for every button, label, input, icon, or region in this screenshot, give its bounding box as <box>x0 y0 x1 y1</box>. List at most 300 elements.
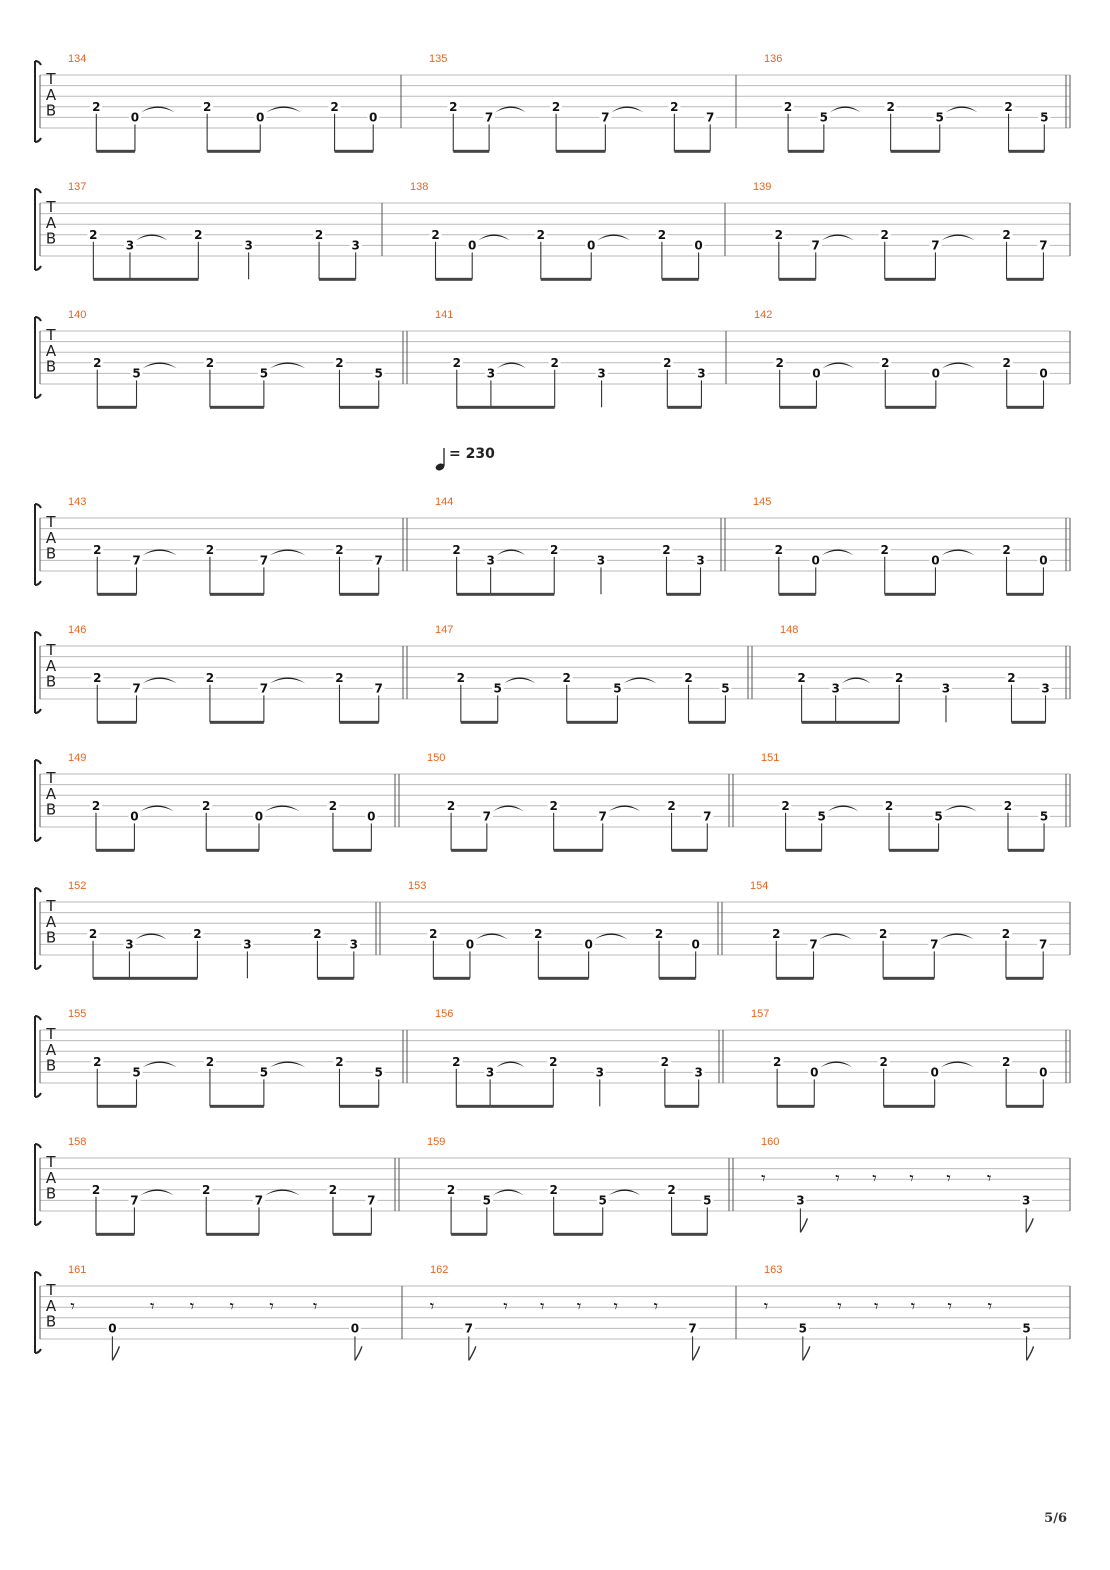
note <box>451 356 463 408</box>
beam <box>456 1105 490 1108</box>
measure-number: 163 <box>764 1264 783 1276</box>
note <box>204 671 216 723</box>
tie-arc <box>945 805 977 811</box>
note <box>1001 543 1013 595</box>
beam <box>885 278 936 281</box>
fret-number: 5 <box>1022 1321 1031 1336</box>
tie-arc <box>135 933 166 939</box>
note <box>659 1055 671 1107</box>
beam <box>1009 150 1045 153</box>
fret-number: 2 <box>452 355 461 370</box>
tab-clef-letter: B <box>45 1184 57 1203</box>
note <box>773 228 785 280</box>
measure-149 <box>68 752 399 852</box>
fret-number: 2 <box>452 542 461 557</box>
fret-number: 5 <box>721 681 730 696</box>
fret-number: 2 <box>654 926 664 941</box>
eighth-rest-icon: 𝄾 <box>269 1297 274 1318</box>
beam <box>802 721 836 724</box>
measure-number: 139 <box>753 181 772 193</box>
note <box>373 1065 385 1106</box>
beam <box>689 721 726 724</box>
fret-number: 3 <box>595 1065 604 1080</box>
fret-number: 7 <box>598 809 607 824</box>
fret-number: 2 <box>335 542 344 557</box>
fret-number: 2 <box>89 227 98 242</box>
tab-clef-letter: A <box>45 85 57 104</box>
fret-number: 0 <box>1039 1065 1048 1080</box>
fret-number: 2 <box>314 227 324 242</box>
measure-number: 137 <box>68 181 87 193</box>
fret-number: 0 <box>584 937 593 952</box>
note <box>253 1193 265 1234</box>
tie-arc <box>143 549 177 555</box>
eighth-flag <box>1027 1346 1034 1360</box>
measure-140 <box>68 309 407 409</box>
fret-number: 0 <box>350 1321 360 1336</box>
tie-arc <box>820 933 852 939</box>
fret-number: 0 <box>468 238 477 253</box>
note <box>373 681 385 722</box>
eighth-rest-icon: 𝄾 <box>835 1169 840 1190</box>
measure-number: 144 <box>435 496 454 508</box>
note <box>879 356 891 408</box>
beam <box>436 278 473 281</box>
note <box>258 1065 270 1106</box>
fret-number: 2 <box>446 798 456 813</box>
fret-number: 3 <box>694 1065 703 1080</box>
systems-layer <box>35 53 1070 1360</box>
fret-number: 2 <box>783 99 793 114</box>
beam <box>665 1105 699 1108</box>
measure-148 <box>780 624 1070 724</box>
note <box>656 228 668 280</box>
fret-number: 0 <box>930 1065 939 1080</box>
note <box>561 671 573 723</box>
note <box>796 671 808 723</box>
tab-clef-letter: B <box>45 928 57 947</box>
eighth-rest-icon: 𝄾 <box>909 1169 914 1190</box>
note <box>668 100 680 152</box>
beam <box>554 1233 603 1236</box>
note <box>367 110 379 151</box>
beam <box>96 150 135 153</box>
beam <box>885 593 936 596</box>
fret-number: 2 <box>684 670 693 685</box>
tab-clef-letter: A <box>45 341 57 360</box>
note <box>447 100 459 152</box>
fret-number: 2 <box>328 798 338 813</box>
fret-number: 5 <box>259 366 269 381</box>
note <box>466 238 478 279</box>
fret-number: 5 <box>374 366 383 381</box>
note <box>1037 553 1049 594</box>
beam <box>457 406 491 409</box>
note <box>808 1065 820 1106</box>
note <box>201 100 213 152</box>
fret-number: 5 <box>598 1193 607 1208</box>
note <box>258 681 270 722</box>
measure-153 <box>408 880 722 980</box>
note <box>693 1065 705 1106</box>
fret-number: 2 <box>1001 1054 1011 1069</box>
note <box>1001 356 1013 408</box>
fret-number: 3 <box>351 238 360 253</box>
fret-number: 3 <box>597 366 606 381</box>
note <box>204 356 216 408</box>
fret-number: 2 <box>881 355 890 370</box>
tab-clef-letter: A <box>45 1168 57 1187</box>
fret-number: 2 <box>205 542 215 557</box>
note <box>241 937 253 978</box>
measure-141 <box>435 309 726 409</box>
note <box>87 228 99 280</box>
tab-clef-letter: A <box>45 912 57 931</box>
measure-152 <box>68 880 380 980</box>
beam <box>433 977 470 980</box>
beam <box>451 1233 487 1236</box>
note <box>128 1193 140 1234</box>
beam <box>97 593 136 596</box>
note <box>90 799 102 851</box>
fret-number: 2 <box>774 227 783 242</box>
beam <box>1006 1105 1043 1108</box>
fret-number: 2 <box>667 1182 676 1197</box>
fret-number: 5 <box>1039 809 1049 824</box>
beam <box>206 849 259 852</box>
beam <box>335 150 374 153</box>
note <box>934 110 946 151</box>
note <box>481 1193 493 1234</box>
note <box>583 937 595 978</box>
tab-system <box>35 1264 1070 1360</box>
note <box>701 1193 713 1234</box>
fret-number: 2 <box>446 1182 456 1197</box>
note <box>532 927 544 979</box>
fret-number: 2 <box>880 227 889 242</box>
tab-system <box>35 880 1070 980</box>
note <box>333 356 345 408</box>
fret-number: 5 <box>935 110 944 125</box>
beam <box>776 977 813 980</box>
eighth-rest-icon: 𝄾 <box>763 1297 769 1318</box>
measure-number: 138 <box>410 181 429 193</box>
note <box>327 1183 339 1235</box>
fret-number: 2 <box>330 99 339 114</box>
tab-clef-letter: T <box>46 769 56 787</box>
fret-number: 0 <box>130 809 139 824</box>
fret-number: 2 <box>662 542 671 557</box>
beam <box>666 593 700 596</box>
tie-arc <box>270 677 306 683</box>
measure-161 <box>68 1264 402 1360</box>
measure-number: 155 <box>68 1008 87 1020</box>
note <box>131 366 143 407</box>
note <box>653 927 665 979</box>
measure-number: 148 <box>780 624 799 636</box>
measure-number: 145 <box>753 496 772 508</box>
fret-number: 2 <box>772 1054 782 1069</box>
tab-clef-letter: B <box>45 672 57 691</box>
note <box>810 553 822 594</box>
tab-system <box>35 1136 1070 1236</box>
note <box>599 110 611 151</box>
tab-clef-letter: B <box>45 1056 57 1075</box>
fret-number: 2 <box>657 227 667 242</box>
beam <box>667 406 701 409</box>
eighth-rest-icon: 𝄾 <box>653 1297 659 1318</box>
fret-number: 0 <box>256 110 265 125</box>
note <box>830 681 842 722</box>
fret-number: 2 <box>1007 670 1016 685</box>
beam <box>780 406 817 409</box>
fret-number: 0 <box>367 809 376 824</box>
beam <box>210 1105 264 1108</box>
measure-163 <box>764 1264 1070 1360</box>
fret-number: 7 <box>809 937 818 952</box>
note <box>90 1183 102 1235</box>
fret-number: 7 <box>132 553 141 568</box>
note <box>1021 1321 1034 1360</box>
fret-number: 0 <box>1039 553 1048 568</box>
measure-160 <box>761 1136 1070 1232</box>
beam <box>457 593 491 596</box>
beam <box>786 849 822 852</box>
fret-number: 7 <box>484 110 494 125</box>
beam <box>207 150 260 153</box>
note <box>123 937 135 978</box>
fret-number: 2 <box>193 926 202 941</box>
fret-number: 2 <box>880 542 889 557</box>
measure-number: 146 <box>68 624 87 636</box>
note <box>106 1321 119 1360</box>
fret-number: 2 <box>205 355 215 370</box>
fret-number: 3 <box>596 553 606 568</box>
eighth-flag <box>693 1346 700 1360</box>
beam <box>93 278 130 281</box>
beam <box>451 849 487 852</box>
tab-clef-letter: A <box>45 213 57 232</box>
fret-number: 5 <box>703 1193 712 1208</box>
measure-136 <box>764 53 1070 153</box>
fret-number: 2 <box>670 99 679 114</box>
note <box>333 543 345 595</box>
beam <box>130 278 198 281</box>
tab-clef-letter: B <box>45 357 57 376</box>
tie-arc <box>940 933 973 939</box>
fret-number: 0 <box>694 238 703 253</box>
fret-number: 2 <box>878 926 888 941</box>
fret-number: 2 <box>88 926 98 941</box>
note <box>311 927 323 979</box>
fret-number: 5 <box>613 681 622 696</box>
note <box>450 1055 462 1107</box>
beam <box>1007 406 1044 409</box>
beam <box>891 150 940 153</box>
tab-system <box>35 496 1070 596</box>
tab-system <box>35 309 1070 409</box>
measure-146 <box>68 624 407 724</box>
note <box>258 553 270 594</box>
beam <box>317 977 353 980</box>
fret-number: 2 <box>92 99 101 114</box>
note <box>1000 1055 1012 1107</box>
measure-137 <box>68 181 382 281</box>
tie-arc <box>822 549 854 555</box>
measure-number: 160 <box>761 1136 780 1148</box>
eighth-rest-icon: 𝄾 <box>837 1297 842 1318</box>
fret-number: 2 <box>205 1054 215 1069</box>
note <box>485 366 497 407</box>
fret-number: 2 <box>93 542 102 557</box>
note <box>258 366 270 407</box>
note <box>254 110 266 151</box>
note <box>810 238 822 279</box>
tab-clef-letter: B <box>45 544 57 563</box>
fret-number: 3 <box>796 1193 805 1208</box>
fret-number: 5 <box>374 1065 383 1080</box>
note <box>1001 228 1013 280</box>
eighth-flag <box>355 1346 362 1360</box>
note <box>877 927 889 979</box>
fret-number: 7 <box>706 110 715 125</box>
beam <box>554 849 603 852</box>
fret-number: 2 <box>1004 99 1013 114</box>
note <box>463 1321 476 1360</box>
note <box>879 543 891 595</box>
fret-number: 0 <box>812 366 821 381</box>
note <box>883 799 895 851</box>
eighth-flag <box>469 1346 476 1360</box>
note <box>327 799 339 851</box>
fret-number: 3 <box>125 238 135 253</box>
measure-number: 157 <box>751 1008 770 1020</box>
fret-number: 7 <box>132 681 141 696</box>
note <box>90 100 102 152</box>
fret-number: 2 <box>194 227 203 242</box>
tab-system <box>35 1008 1070 1108</box>
note <box>191 927 203 979</box>
beam <box>93 977 129 980</box>
fret-number: 0 <box>1039 366 1048 381</box>
note <box>878 1055 890 1107</box>
fret-number: 2 <box>202 99 212 114</box>
tab-system <box>35 624 1070 724</box>
measure-number: 140 <box>68 309 87 321</box>
fret-number: 3 <box>1041 681 1050 696</box>
fret-number: 2 <box>202 1182 211 1197</box>
fret-number: 2 <box>93 1054 102 1069</box>
eighth-rest-icon: 𝄾 <box>149 1297 155 1318</box>
fret-number: 3 <box>697 366 706 381</box>
fret-number: 3 <box>244 238 253 253</box>
note <box>131 553 143 594</box>
fret-number: 2 <box>774 542 783 557</box>
note <box>701 809 713 850</box>
note <box>200 799 212 851</box>
note <box>87 927 99 979</box>
fret-number: 2 <box>93 355 102 370</box>
fret-number: 3 <box>696 553 705 568</box>
beam <box>662 278 699 281</box>
measure-139 <box>753 181 1070 281</box>
fret-number: 7 <box>367 1193 376 1208</box>
tab-system <box>35 752 1070 852</box>
beam <box>541 278 591 281</box>
fret-number: 2 <box>663 355 672 370</box>
tab-system <box>35 53 1070 153</box>
fret-number: 2 <box>202 798 211 813</box>
fret-number: 7 <box>259 553 269 568</box>
fret-number: 7 <box>930 937 939 952</box>
note <box>1038 809 1050 850</box>
note <box>200 1183 212 1235</box>
note <box>611 681 623 722</box>
measure-number: 147 <box>435 624 454 636</box>
note <box>1037 1065 1049 1106</box>
fret-number: 5 <box>817 809 826 824</box>
fret-number: 7 <box>374 553 383 568</box>
fret-number: 2 <box>895 670 904 685</box>
fret-number: 2 <box>1002 542 1011 557</box>
tie-arc <box>140 805 173 811</box>
note <box>1020 1193 1033 1232</box>
fret-number: 2 <box>660 1054 670 1069</box>
fret-number: 3 <box>485 1065 495 1080</box>
measure-number: 150 <box>427 752 446 764</box>
tab-clef-letter: A <box>45 1296 57 1315</box>
tab-clef-letter: B <box>45 101 57 120</box>
note <box>818 110 830 151</box>
note <box>810 366 822 407</box>
note <box>1003 100 1015 152</box>
note <box>548 799 560 851</box>
measure-number: 156 <box>435 1008 454 1020</box>
note <box>933 809 945 850</box>
fret-number: 7 <box>130 1193 139 1208</box>
quarter-note-icon <box>435 448 446 472</box>
tab-clef-letter: A <box>45 784 57 803</box>
note <box>204 543 216 595</box>
fret-number: 2 <box>456 670 465 685</box>
measure-number: 142 <box>754 309 773 321</box>
beam <box>779 593 816 596</box>
measure-154 <box>750 880 1070 980</box>
note <box>373 366 385 407</box>
beam <box>453 150 489 153</box>
fret-number: 2 <box>429 926 438 941</box>
tie-arc <box>609 805 641 811</box>
note <box>192 228 204 280</box>
beam <box>1011 721 1045 724</box>
note <box>535 228 547 280</box>
beam <box>490 1105 553 1108</box>
fret-number: 0 <box>931 553 940 568</box>
beam <box>538 977 588 980</box>
note <box>365 1193 377 1234</box>
fret-number: 0 <box>465 937 475 952</box>
fret-number: 5 <box>934 809 943 824</box>
eighth-rest-icon: 𝄾 <box>872 1169 877 1190</box>
note <box>131 681 143 722</box>
tab-clef-letter: A <box>45 528 57 547</box>
fret-number: 2 <box>534 926 543 941</box>
note <box>91 543 103 595</box>
beam <box>777 1105 814 1108</box>
fret-number: 7 <box>374 681 383 696</box>
tab-clef-letter: B <box>45 1312 57 1331</box>
note <box>940 681 952 722</box>
